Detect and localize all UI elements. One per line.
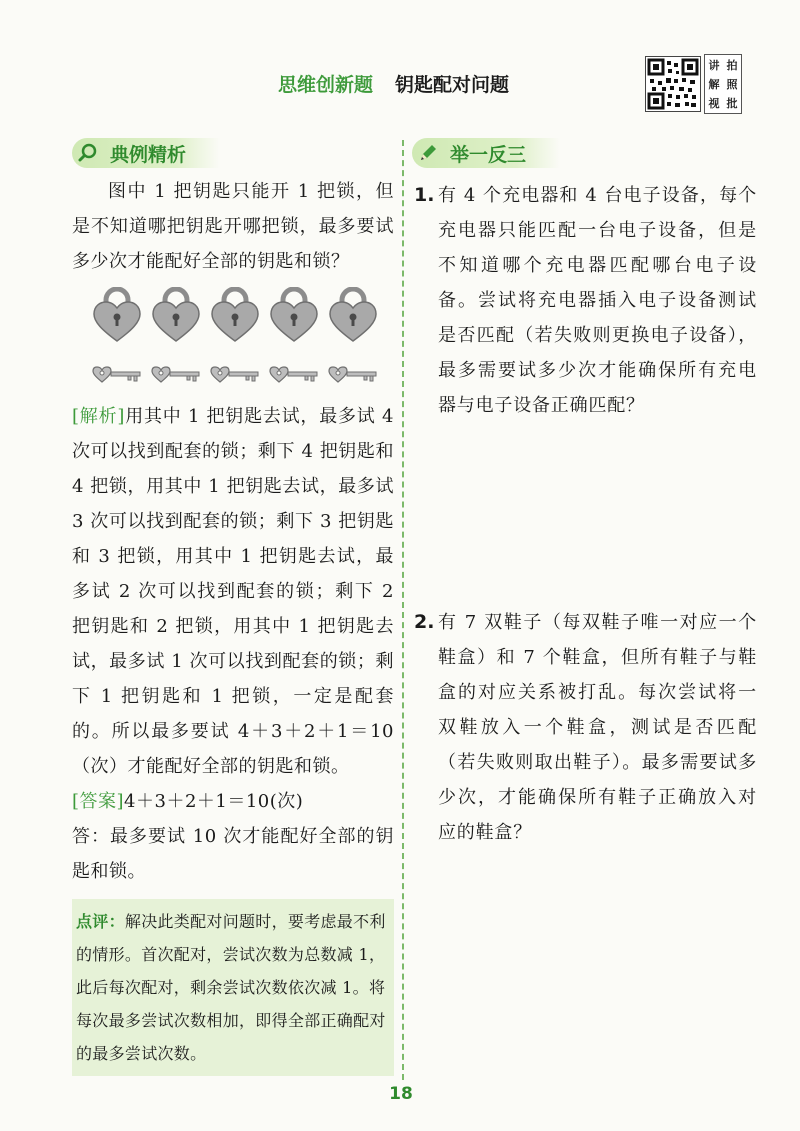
answer xyxy=(72,784,394,819)
qr-label-char: 批 xyxy=(726,97,738,111)
qr-label-char: 照 xyxy=(726,77,738,91)
qr-label-char: 讲 xyxy=(708,58,720,72)
locks-and-keys-figure xyxy=(72,287,394,395)
problem-number: 2. xyxy=(414,611,435,633)
problem-1 xyxy=(412,178,757,423)
key-icon xyxy=(269,365,319,385)
problem-number: 1. xyxy=(414,184,435,206)
qr-code-icon[interactable] xyxy=(645,56,701,112)
answer-label: [答案] xyxy=(72,791,125,812)
analysis xyxy=(72,399,394,784)
qr-label-char: 解 xyxy=(708,77,720,91)
problem-2 xyxy=(412,605,757,850)
comment-box xyxy=(72,899,394,1076)
heart-lock-icon xyxy=(92,287,142,343)
problem-text: 有 7 双鞋子（每双鞋子唯一对应一个鞋盒）和 7 个鞋盒，但所有鞋子与鞋盒的对应关系被打乱。每次尝试将一双鞋放入一个鞋盒，测试是否匹配（若失败则取出鞋子）。最多需要试多少次，才能确保所有鞋子正确放入对应的鞋盒？ xyxy=(438,612,757,843)
problem-text: 有 4 个充电器和 4 台电子设备，每个充电器只能匹配一台电子设备，但是不知道哪个充电器匹配哪台电子设备。尝试将充电器插入电子设备测试是否匹配（若失败则更换电子设备），最多需要试多少次才能确保所有充电器与电子设备正确匹配？ xyxy=(438,185,757,416)
magnifier-icon xyxy=(76,141,100,165)
heart-lock-icon xyxy=(210,287,260,343)
example-tag-label: 典例精析 xyxy=(110,143,187,166)
key-icon xyxy=(328,365,378,385)
qr-label-char: 拍 xyxy=(726,58,738,72)
example-section-tag xyxy=(72,138,220,168)
header-topic: 钥匙配对问题 xyxy=(395,73,510,96)
header-category: 思维创新题 xyxy=(278,73,374,96)
qr-label xyxy=(704,54,742,114)
answer-text: 4＋3＋2＋1＝10(次) xyxy=(124,791,304,812)
page-header xyxy=(278,68,509,98)
key-icon xyxy=(151,365,201,385)
column-divider xyxy=(402,140,404,1080)
qr-label-char: 视 xyxy=(708,97,720,111)
practice-column xyxy=(412,138,757,850)
heart-lock-icon xyxy=(151,287,201,343)
comment-text: 解决此类配对问题时，要考虑最不利的情形。首次配对，尝试次数为总数减 1，此后每次配对，剩余尝试次数依次减 1。将每次最多尝试次数相加，即得全部正确配对的最多尝试次数。 xyxy=(76,912,386,1063)
practice-section-tag xyxy=(412,138,560,168)
key-icon xyxy=(92,365,142,385)
practice-tag-label: 举一反三 xyxy=(450,143,527,166)
conclusion: 答：最多要试 10 次才能配好全部的钥匙和锁。 xyxy=(72,826,394,882)
comment-label: 点评： xyxy=(76,912,125,931)
key-icon xyxy=(210,365,260,385)
analysis-text: 用其中 1 把钥匙去试，最多试 4 次可以找到配套的锁；剩下 4 把钥匙和 4 把锁，用其中 1 把钥匙去试，最多试 3 次可以找到配套的锁；剩下 3 把钥匙和 3 把锁，用其中 1 把钥匙去试，最多试 2 次可以找到配套的锁；剩下 2 把钥匙和 2 把锁，用其中 1 把钥匙去试，最多试 1 次可以找到配套的锁；剩下 1 把钥匙和 1 把锁，一定是配套的。所以最多要试 4＋3＋2＋1＝10（次）才能配好全部的钥匙和锁。 xyxy=(72,406,395,777)
heart-lock-icon xyxy=(328,287,378,343)
example-column xyxy=(72,138,394,1076)
analysis-label: [解析] xyxy=(72,406,125,427)
page-number: 18 xyxy=(389,1084,413,1104)
example-question: 图中 1 把钥匙只能开 1 把锁，但是不知道哪把钥匙开哪把锁，最多要试多少次才能配好全部的钥匙和锁？ xyxy=(72,181,394,272)
pencil-icon xyxy=(416,141,440,165)
heart-lock-icon xyxy=(269,287,319,343)
